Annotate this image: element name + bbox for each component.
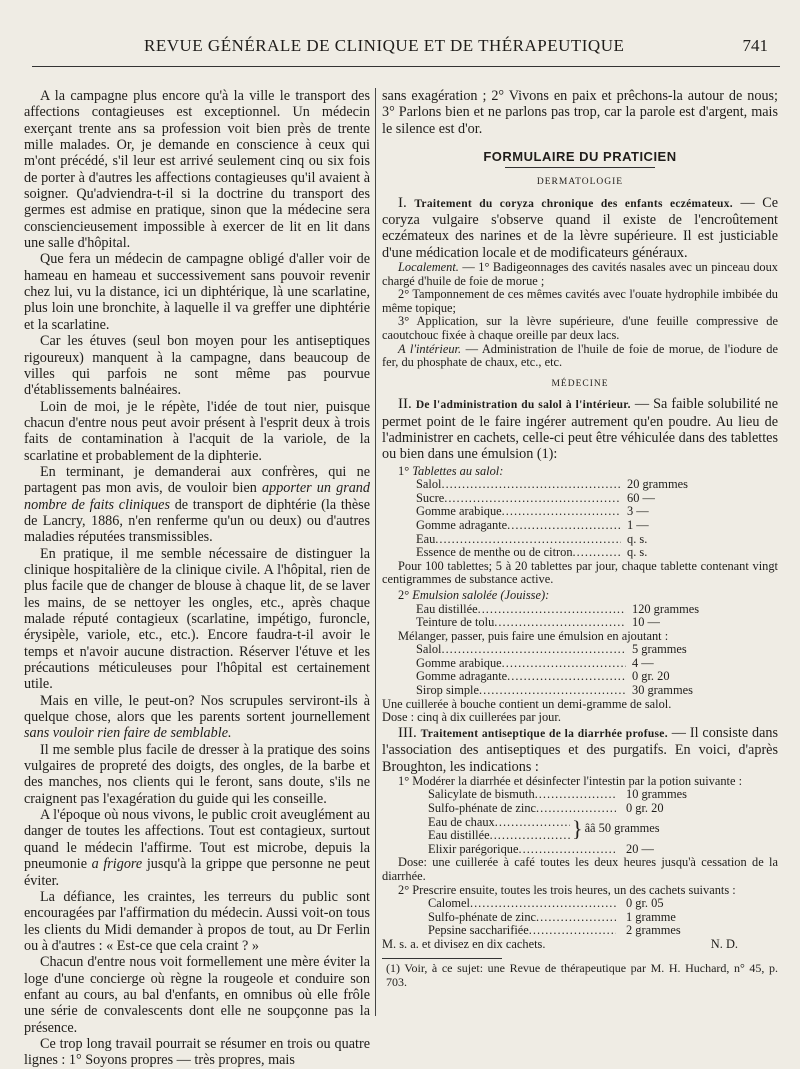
quantity: 0 gr. 05 [626,896,664,911]
ingredient: Eau [416,532,436,546]
ingredient: Salicylate de bismuth [428,788,535,802]
paragraph [382,396,778,462]
prescription-row [382,816,570,830]
italic-run: Tablettes au salol: [412,463,504,478]
paragraph: 3° Application, sur la lèvre supérieure, d'une feuille compressive de caoutchouc fixée à chaque oreille par deux lacs. [382,314,778,343]
leader-dots [490,829,570,843]
paragraph: La défiance, les craintes, les terreurs du public sont encouragées par l'affirmation du médecin. Aussi voit-on tous les clients du Midi demander à propos de tout, au Dr Ferlin ou à d'autres : « Est-ce que cela craint ? » [24,888,370,954]
prescription-row [382,519,727,533]
quantity: 2 grammes [626,923,681,938]
prescription-note: Dose: une cuillerée à café toutes les deux heures jusqu'à cessation de la diarrhée. [382,855,778,884]
prescription-row [382,911,712,925]
subsection-label: DERMATOLOGIE [536,177,624,188]
leader-dots [495,816,570,830]
leader-dots [441,478,621,492]
prescription-note: Pour 100 tablettes; 5 à 20 tablettes par jour, chaque tablette contenant vingt centigrammes de substance active. [382,558,778,587]
ingredient: Gomme arabique [416,656,502,670]
section-title: FORMULAIRE DU PRATICIEN [483,149,677,165]
quantity: 3 — [627,504,649,519]
ingredient: Gomme adragante [416,670,508,684]
title-underline [505,167,655,168]
prescription-row [382,478,727,492]
quantity: ââ 50 grammes [584,821,660,836]
brace-lines [382,816,570,843]
leader-dots [502,657,626,671]
quantity: 20 grammes [627,477,688,492]
paragraph [24,464,370,546]
text-run: A l'époque où nous vivons, le public croit aveuglément au danger de toutes les affections. Tout est contagieux, surtout quand le médecin l'affirme. Tout est microbe, depuis la pneumonie [24,807,370,873]
paragraph: Que fera un médecin de campagne obligé d'aller voir de hameau en hameau et successivement sans pouvoir revenir chez lui, vu la distance, ici un diphtérique, là une scarlatine, plus loin une bronchite, à laquelle il va greffer une diphtérie et la scarlatine. [24,251,370,333]
prescription-list [382,788,778,856]
closing-line [382,938,778,952]
quantity: 10 grammes [626,787,687,802]
italic-run: Localement. [398,260,459,275]
paragraph: Ce trop long travail pourrait se résumer en trois ou quatre lignes : 1° Soyons propres — très propres, mais [24,1035,370,1069]
prescription-row [382,897,712,911]
ingredient: Teinture de tolu [416,616,495,630]
prescription-list [382,478,778,560]
prescription-list [382,603,778,630]
footnote: (1) Voir, à ce sujet: une Revue de thérapeutique par M. H. Huchard, n° 45, p. 703. [386,960,778,989]
item-title: Traitement du coryza chronique des enfants eczémateux. [414,197,733,210]
ingredient: Sirop simple [416,684,479,698]
leader-dots [478,603,626,617]
paragraph: Chacun d'entre nous voit formellement une mère éviter la loge d'une concierge où règne la rougeole et conduire son enfant au cours, au bal d'enfants, en omnibus où elle frôle une série de convalescents dont elle ne soupçonne pas la présence. [24,954,370,1036]
leader-dots [507,519,621,533]
quantity: 1 — [627,517,649,532]
leader-dots [479,684,626,698]
prescription-row [382,670,732,684]
paragraph: 2° Tamponnement de ces mêmes cavités avec l'ouate hydrophile imbibée du même topique; [382,287,778,315]
leader-dots [573,546,621,560]
prescription-note: M. s. a. et divisez en dix cachets. [382,937,546,951]
paragraph: sans exagération ; 2° Vivons en paix et prêchons-la autour de nous; 3° Parlons bien et ne parlons pas trop, car la parole est d'argent, mais le silence est d'or. [382,88,778,137]
text-run: jusqu'à la grippe que personne ne peut éviter. [24,856,370,889]
prescription-list [382,897,778,938]
quantity: 60 — [627,490,655,505]
paragraph: En pratique, il me semble nécessaire de distinguer la clinique hospitalière de la clinique civile. A l'hôpital, rien de plus facile que de changer de blouse à chaque lit, de se laver les mains, de se nettoyer les ongles, etc., après chaque malade réputé contagieux (scarlatine, impétigo, furoncle, érysipèle, variole, etc., etc.). Encore faudra-t-il avoir le temps et n'avoir aucune distraction. Réserver l'étuve et les précautions méticuleuses pour l'hôpital est certainement utile. [24,545,370,693]
quantity: q. s. [627,531,648,546]
prescription-heading [398,589,778,603]
ingredient: Eau distillée [416,602,478,616]
paragraph [24,807,370,889]
leader-dots [536,802,616,816]
text-run: de transport de diphtérie (la thèse de Lancry, 1886, n'en renferme qu'un ou deux) ou d'autres maladies réputées transmissibles. [24,496,370,546]
text-run: — Il consiste dans l'association des antiseptiques et des purgatifs. En voici, d'après Broughton, les indications : [382,724,779,775]
leader-dots [535,788,616,802]
prescription-note: Une cuillerée à bouche contient un demi-gramme de salol. [382,696,672,711]
prescription-row [382,616,732,630]
italic-run: a frigore [91,856,143,873]
prescription-note: 1° Modérer la diarrhée et désinfecter l'intestin par la potion suivante : [398,773,743,788]
quantity: 1 gramme [626,909,676,924]
prescription-row [382,546,727,560]
leader-dots [502,505,621,519]
ingredient: Eau de chaux [428,815,495,829]
ingredient: Sulfo-phénate de zinc [428,910,537,924]
leader-dots [444,492,621,506]
brace-glyph: } [572,816,583,842]
text-run: En terminant, je demanderai aux confrères, qui ne partagent pas mon avis, de vouloir bien [24,463,370,497]
left-column [24,88,370,1069]
ingredient: Sucre [416,491,445,505]
paragraph [382,261,778,288]
text-run: — Sa faible solubilité ne permet point de le faire ingérer autrement qu'en poudre. Au lieu de l'administrer en cachets, celle-ci peut être véhiculée dans des tablettes ou bien dans une émulsion (1): [382,396,779,463]
item-number: 2° [398,587,410,602]
prescription-row [382,533,727,547]
prescription-row [382,603,732,617]
ingredient: Salol [416,478,442,492]
quantity: 0 gr. 20 [626,801,664,816]
item-number: 1° [398,463,410,478]
ingredient: Salol [416,643,442,657]
text-run: Mais en ville, le peut-on? Nos scrupules serviront-ils à quelque chose, alors que les parents sortent journellement [24,692,370,726]
italic-run: sans vouloir rien faire de semblable. [24,725,232,742]
ingredient: Elixir parégorique [428,842,519,856]
item-number: I. [398,194,407,211]
paragraph [382,725,778,775]
prescription-row [382,505,727,519]
ingredient: Sulfo-phénate de zinc [428,802,537,816]
leader-dots [536,911,616,925]
italic-run: Emulsion salolée (Jouisse): [412,587,550,602]
prescription-row [382,829,570,843]
item-title: Traitement antiseptique de la diarrhée profuse. [420,727,668,740]
quantity: 5 grammes [632,642,687,657]
leader-dots [519,843,617,857]
prescription-note: 2° Prescrire ensuite, toutes les trois heures, un des cachets suivants : [398,882,736,897]
item-title: De l'administration du salol à l'intérieur. [415,399,631,412]
subsection-label: MÉDECINE [551,378,609,389]
text-run: — 1° Badigeonnages des cavités nasales avec un pinceau doux chargé d'huile de foie de morue ; [382,260,778,288]
italic-run: apporter un grand nombre de faits cliniques [24,480,370,513]
brace-group [382,816,778,843]
prescription-row [382,802,712,816]
prescription-note: Dose : cinq à dix cuillerées par jour. [382,710,561,725]
paragraph [382,195,778,261]
prescription-row [382,843,712,857]
leader-dots [507,670,626,684]
ingredient: Eau distillée [428,829,490,843]
prescription-heading [398,465,778,479]
prescription-list [382,643,778,697]
prescription-row [382,788,712,802]
paragraph: Il me semble plus facile de dresser à la pratique des soins vulgaires de propreté des doigts, des ongles, de la barbe et des manches, nos clients qui le feront, sans doute, s'ils ne craignent pas l'exagération du guide qui les conseille. [24,741,370,807]
quantity: 30 grammes [632,683,693,698]
running-title: REVUE GÉNÉRALE DE CLINIQUE ET DE THÉRAPEUTIQUE [144,36,625,55]
header-rule [32,66,780,67]
prescription-row [382,657,732,671]
paragraph [24,693,370,742]
running-header [32,28,780,68]
ingredient: Gomme arabique [416,505,502,519]
leader-dots [435,533,621,547]
quantity: 10 — [632,615,660,630]
quantity: 0 gr. 20 [632,669,670,684]
leader-dots [494,616,626,630]
leader-dots [441,643,626,657]
prescription-note: Mélanger, passer, puis faire une émulsion en ajoutant : [398,628,669,643]
ingredient: Essence de menthe ou de citron [416,546,573,560]
page-number: 741 [742,36,768,55]
text-run: — Administration de l'huile de foie de morue, de l'iodure de fer, du phosphate de chaux, etc., etc. [382,341,778,370]
paragraph: A la campagne plus encore qu'à la ville le transport des affections contagieuses est exceptionnel. Un médecin exerçant trente ans sa profession voit bien près de trente mille malades. Or, je demande en conscience à ceux qui m'ont précédé, s'il leur est arrivé seulement cinq ou six fois de porter à d'autres les affections contagieuses qu'il avaient à soigner. Qu'adviendra-t-il si la doctrine du transport des germes est admise en pratique, sinon que la médecine sera consciencieusement impossible à exercer de lit en lit dans une salle d'hôpital. [24,88,370,252]
item-number: II. [398,396,412,413]
paragraph [382,343,778,370]
footnote-rule [382,958,502,959]
quantity: 20 — [626,841,654,856]
paragraph: Car les étuves (seul bon moyen pour les antiseptiques rigoureux) manquent à la campagne, dans beaucoup de villes qui parfois ne sont même pas pourvue d'établissements balnéaires. [24,333,370,399]
paragraph: Loin de moi, je le répète, l'idée de tout nier, puisque chacun d'entre nous peut avoir présent à l'esprit deux à trois faits de contamination à l'acquit de la variole, de la scarlatine et probablement de la diphterie. [24,398,370,464]
leader-dots [529,924,616,938]
right-column [382,88,778,989]
author-initials: N. D. [710,937,738,951]
ingredient: Calomel [428,897,470,911]
column-separator [375,88,376,1016]
quantity: 4 — [632,655,654,670]
quantity: q. s. [627,545,648,560]
prescription-row [382,924,712,938]
prescription-row [382,492,727,506]
leader-dots [470,897,616,911]
quantity: 120 grammes [632,601,700,616]
prescription-row [382,643,732,657]
text-run: — Ce coryza vulgaire s'observe quand il existe de l'encroûtement eczémateux des narines et de la lèvre supérieure. Il est justiciable d'une médication locale et de modificateurs généraux. [382,194,779,261]
item-number: III. [398,724,417,741]
italic-run: A l'intérieur. [398,341,462,356]
ingredient: Pepsine saccharifiée [428,924,529,938]
ingredient: Gomme adragante [416,518,508,532]
prescription-row [382,684,732,698]
